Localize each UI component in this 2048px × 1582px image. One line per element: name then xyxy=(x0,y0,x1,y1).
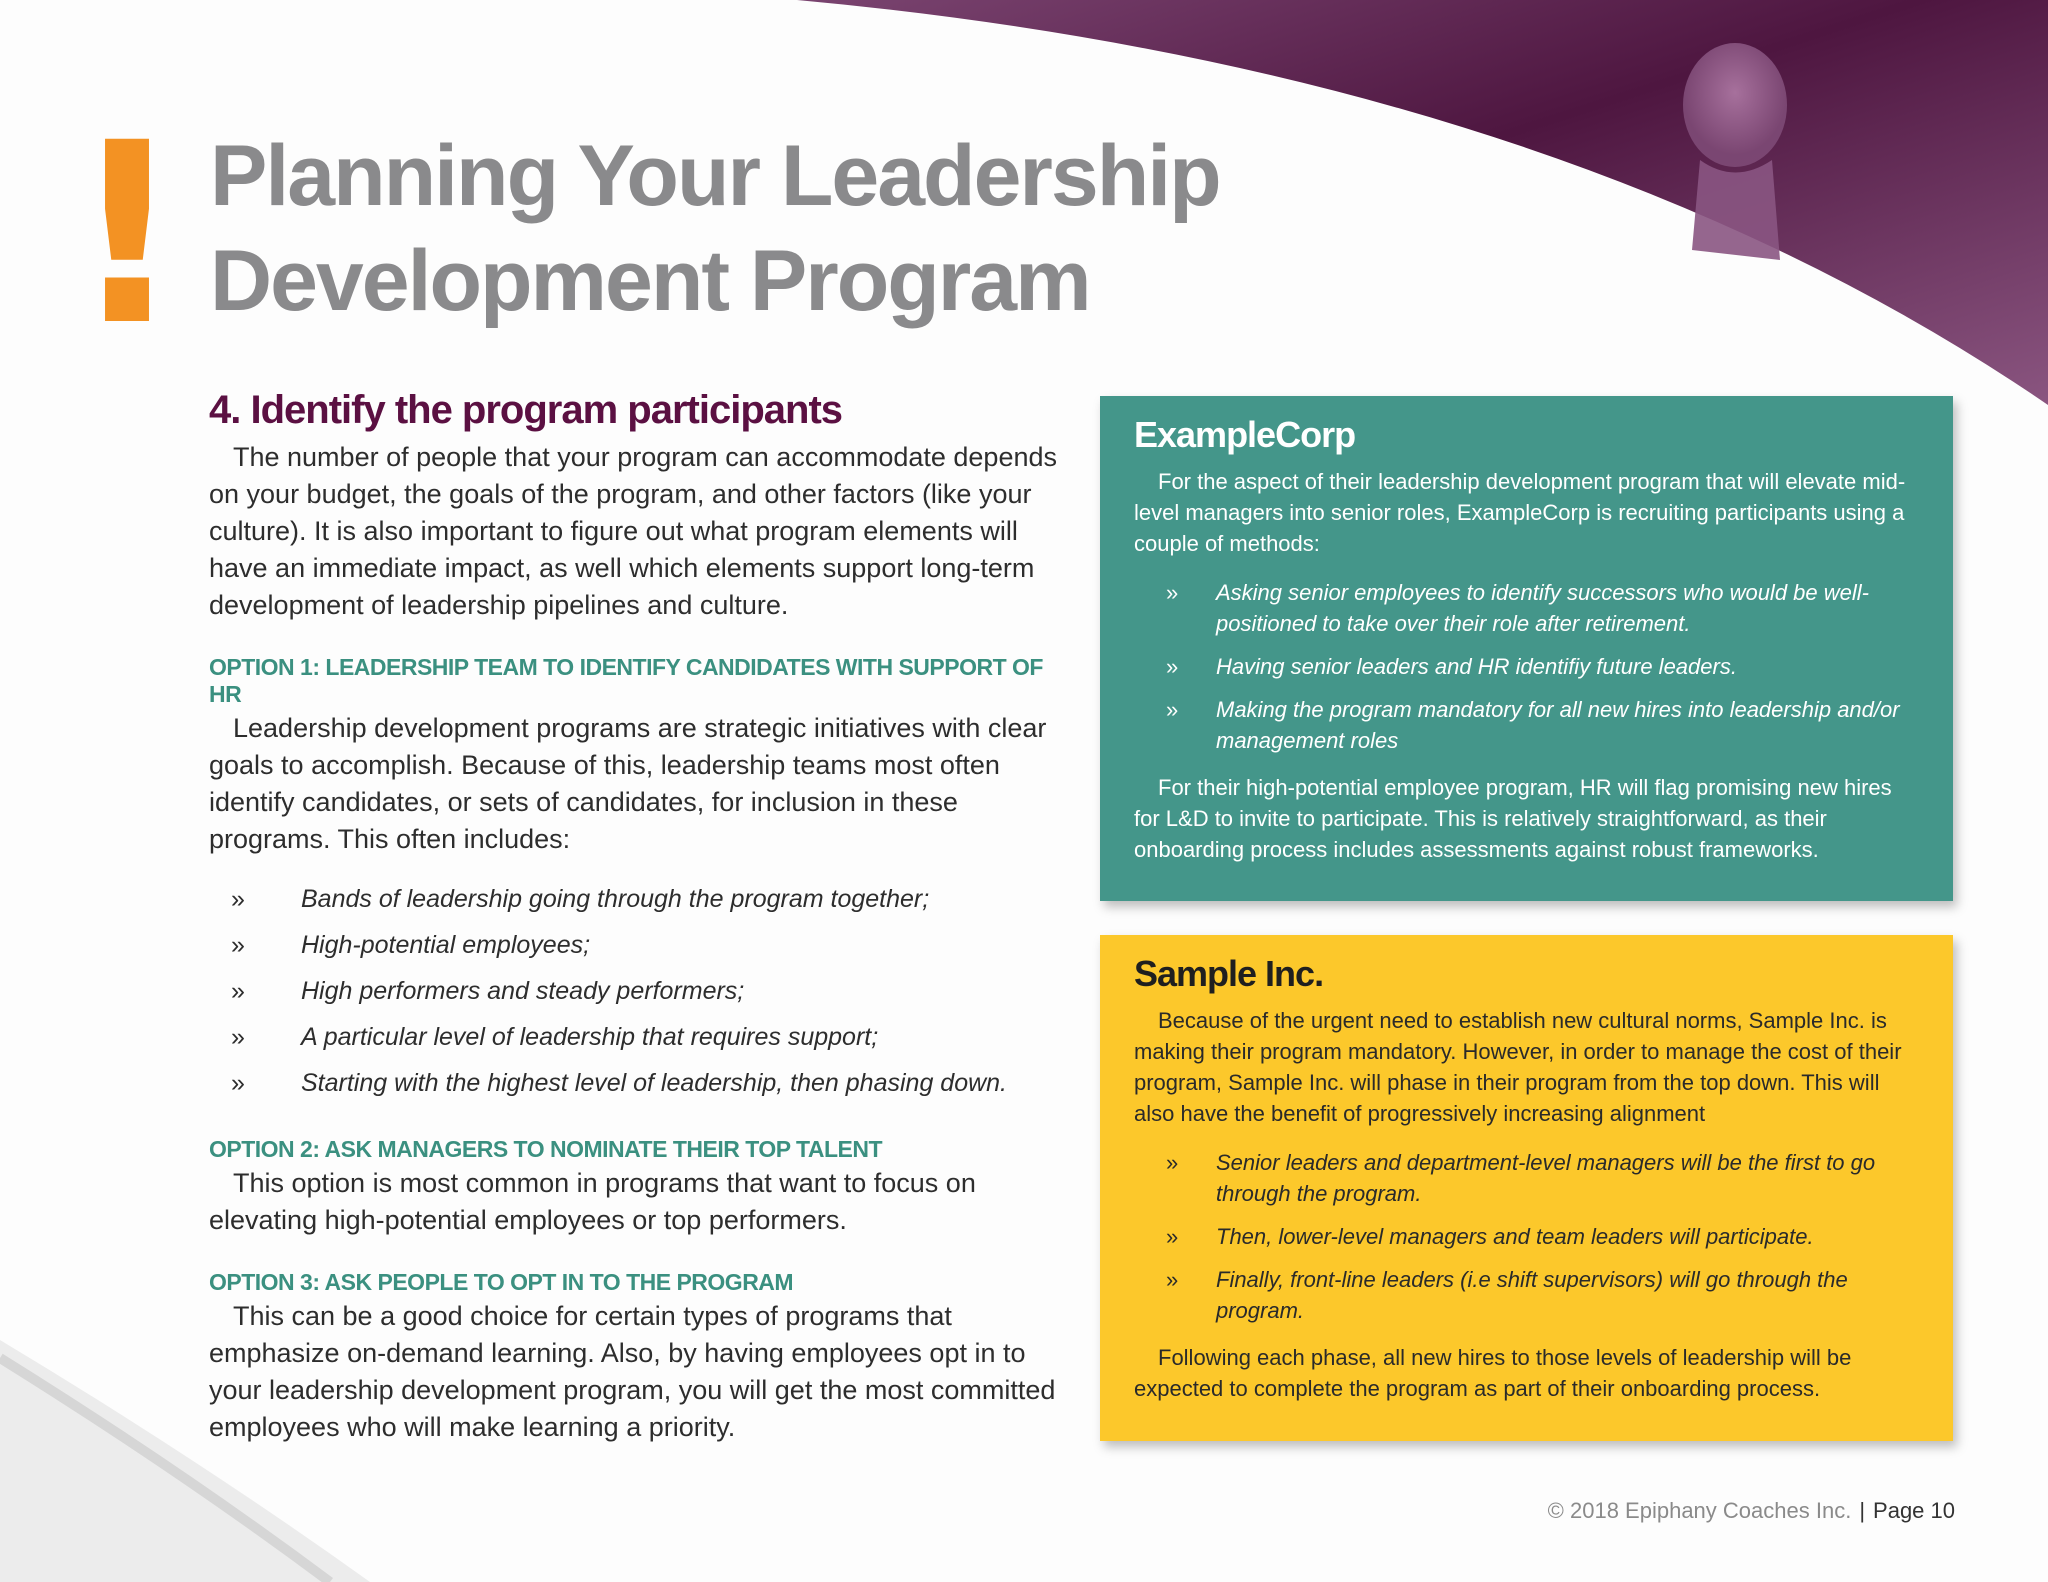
option-3-text: This can be a good choice for certain types of programs that emphasize on-demand learning. Also, by having employees opt in to your leadership development program, you will get the most committed employees who will make learning a priority. xyxy=(209,1301,1056,1442)
list-item: » Asking senior employees to identify successors who would be well-positioned to take over their role after retirement. xyxy=(1134,577,1919,639)
main-column xyxy=(209,388,1079,1446)
bullet-chevron-icon: » xyxy=(231,977,245,1005)
footer-separator: | xyxy=(1859,1498,1866,1523)
bullet-chevron-icon: » xyxy=(1166,654,1179,679)
bullet-chevron-icon: » xyxy=(231,931,245,959)
list-item: » Having senior leaders and HR identifiy future leaders. xyxy=(1134,651,1919,682)
exclamation-icon: ! xyxy=(70,89,185,380)
bullet-chevron-icon: » xyxy=(231,1023,245,1051)
page-number: Page 10 xyxy=(1873,1498,1955,1523)
section-heading: 4. Identify the program participants xyxy=(209,388,843,432)
bullet-chevron-icon: » xyxy=(1166,1224,1179,1249)
title-line-2: Development Program xyxy=(210,233,1090,329)
page-footer xyxy=(1548,1498,1955,1524)
list-item: » A particular level of leadership that requires support; xyxy=(209,1014,1079,1060)
sampleinc-title: Sample Inc. xyxy=(1134,953,1324,994)
list-item: » High-potential employees; xyxy=(209,922,1079,968)
bullet-chevron-icon: » xyxy=(1166,1267,1179,1292)
sampleinc-outro: Following each phase, all new hires to those levels of leadership will be expected to complete the program as part of their onboarding process. xyxy=(1134,1345,1852,1401)
bullet-chevron-icon: » xyxy=(231,1069,245,1097)
list-item: » Making the program mandatory for all new hires into leadership and/or management roles xyxy=(1134,694,1919,756)
list-item: » Starting with the highest level of leadership, then phasing down. xyxy=(209,1060,1079,1106)
option-1-heading: OPTION 1: LEADERSHIP TEAM TO IDENTIFY CANDIDATES WITH SUPPORT OF HR xyxy=(209,654,1043,707)
examplecorp-intro: For the aspect of their leadership development program that will elevate mid-level managers into senior roles, ExampleCorp is recruiting participants using a couple of methods: xyxy=(1134,469,1906,556)
option-1-text: Leadership development programs are strategic initiatives with clear goals to accomplish. Because of this, leadership teams most often identify candidates, or sets of candidates, for inclusion in these programs. This often includes: xyxy=(209,713,1047,854)
page-title xyxy=(210,124,1220,334)
list-item: » Senior leaders and department-level managers will be the first to go through the program. xyxy=(1134,1147,1919,1209)
examplecorp-list xyxy=(1134,577,1919,756)
option-3-heading: OPTION 3: ASK PEOPLE TO OPT IN TO THE PROGRAM xyxy=(209,1269,794,1295)
title-line-1: Planning Your Leadership xyxy=(210,128,1220,224)
list-item: » Bands of leadership going through the program together; xyxy=(209,876,1079,922)
option-1-list xyxy=(209,876,1079,1106)
sampleinc-callout xyxy=(1100,935,1953,1441)
bullet-chevron-icon: » xyxy=(231,885,245,913)
examplecorp-outro: For their high-potential employee program, HR will flag promising new hires for L&D to invite to participate. This is relatively straightforward, as their onboarding process includes assessments against robust frameworks. xyxy=(1134,775,1892,862)
examplecorp-title: ExampleCorp xyxy=(1134,414,1356,455)
bullet-chevron-icon: » xyxy=(1166,1150,1179,1175)
sampleinc-intro: Because of the urgent need to establish new cultural norms, Sample Inc. is making their program mandatory. However, in order to manage the cost of their program, Sample Inc. will phase in their program from the top down. This will also have the benefit of progressively increasing alignment xyxy=(1134,1008,1902,1126)
copyright: © 2018 Epiphany Coaches Inc. xyxy=(1547,1498,1852,1523)
examplecorp-callout xyxy=(1100,396,1953,901)
bullet-chevron-icon: » xyxy=(1166,580,1179,605)
option-2-heading: OPTION 2: ASK MANAGERS TO NOMINATE THEIR TOP TALENT xyxy=(209,1136,883,1162)
list-item: » Then, lower-level managers and team leaders will participate. xyxy=(1134,1221,1919,1252)
intro-paragraph: The number of people that your program can accommodate depends on your budget, the goals of the program, and other factors (like your culture). It is also important to figure out what program elements will have an immediate impact, as well which elements support long-term development of leadership pipelines and culture. xyxy=(209,442,1057,620)
sampleinc-list xyxy=(1134,1147,1919,1326)
bullet-chevron-icon: » xyxy=(1166,697,1179,722)
option-2-text: This option is most common in programs that want to focus on elevating high-potential employees or top performers. xyxy=(209,1168,976,1235)
list-item: » High performers and steady performers; xyxy=(209,968,1079,1014)
list-item: » Finally, front-line leaders (i.e shift supervisors) will go through the program. xyxy=(1134,1264,1919,1326)
